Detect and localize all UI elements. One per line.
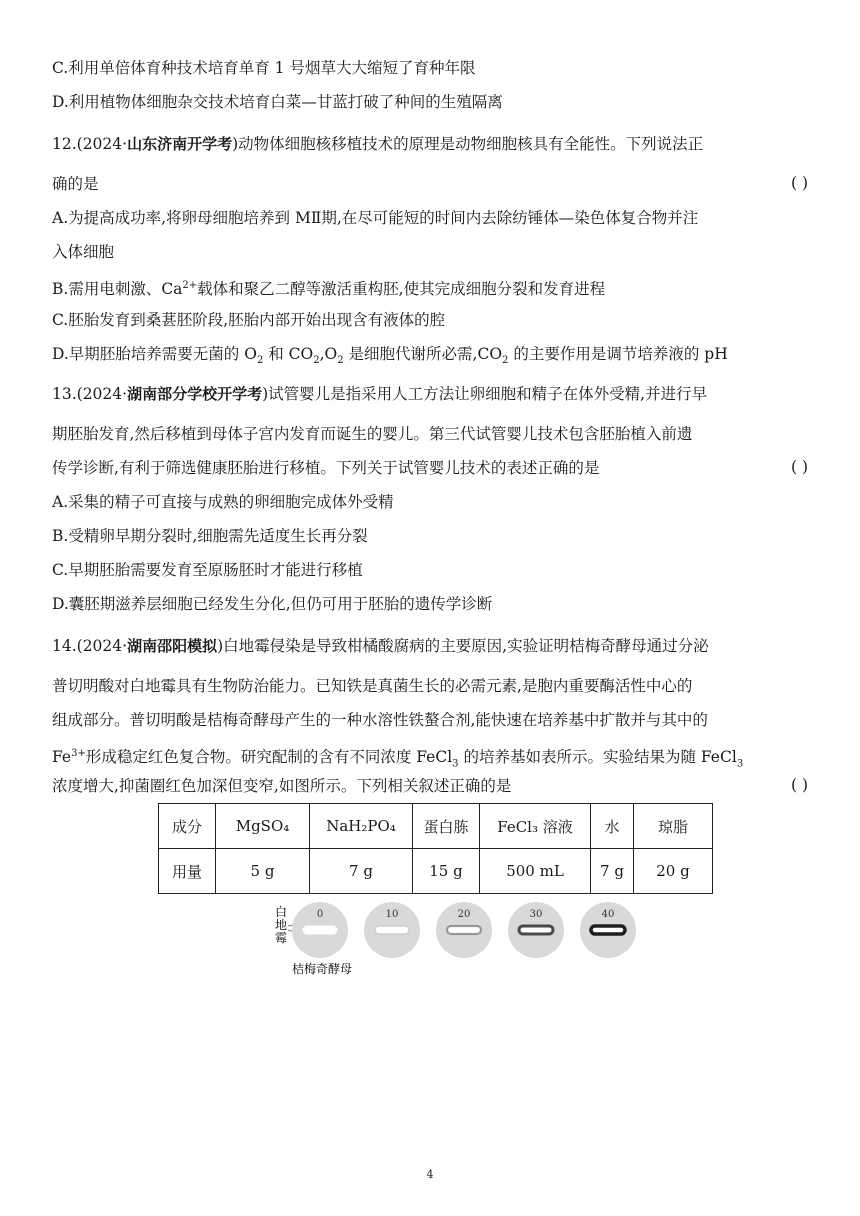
table-cell: 7 g	[591, 849, 634, 894]
q13-stem-text: )试管婴儿是指采用人工方法让卵细胞和精子在体外受精,并进行早	[262, 385, 708, 403]
figure-label-di: 地	[275, 918, 288, 932]
q13-option-c: C.早期胚胎需要发育至原肠胚时才能进行移植	[52, 561, 363, 579]
table-cell: 用量	[159, 849, 216, 894]
concentration-label: 30	[529, 909, 543, 920]
petri-dishes	[292, 902, 636, 958]
q12-option-b: B.需用电刺激、$Ca^{2+}$载体和聚乙二醇等激活重构胚,使其完成细胞分裂和发育进程	[52, 280, 606, 299]
q13-stem-line2: 期胚胎发育,然后移植到母体子宫内发育而诞生的婴儿。第三代试管婴儿技术包含胚胎植入前遗	[52, 425, 693, 443]
q12-option-d: D.早期胚胎培养需要无菌的 $O_2$ 和 $CO_2,O_2$ 是细胞代谢所必需$,CO_2$ 的主要作用是调节培养液的 pH	[52, 345, 728, 367]
q12-option-a: A.为提高成功率,将卵母细胞培养到 MⅡ期,在尽可能短的时间内去除纺锤体—染色体复合物并注	[52, 209, 699, 227]
q13-option-b: B.受精卵早期分裂时,细胞需先适度生长再分裂	[52, 527, 368, 545]
q14-answer-bracket: ( )	[790, 776, 808, 794]
q11-option-d: D.利用植物体细胞杂交技术培育白菜—甘蓝打破了种间的生殖隔离	[52, 93, 503, 111]
q12-option-a-cont: 入体细胞	[52, 243, 115, 261]
q14-stem-line5: 浓度增大,抑菌圈红色加深但变窄,如图所示。下列相关叙述正确的是	[52, 777, 512, 795]
inhibition-zone	[375, 926, 409, 934]
page-number: 4	[426, 1168, 434, 1181]
figure-label-yeast: 桔梅奇酵母	[292, 962, 353, 976]
inhibition-zone	[447, 926, 481, 934]
q13-source: 湖南部分学校开学考	[127, 385, 263, 403]
q13-answer-bracket: ( )	[790, 458, 808, 476]
q12-source: 山东济南开学考	[127, 135, 233, 153]
q14-number: 14.(2024·	[52, 637, 128, 655]
q11-option-c: C.利用单倍体育种技术培育单育 1 号烟草大大缩短了育种年限	[52, 59, 476, 77]
table-cell: MgSO₄	[216, 804, 310, 849]
table-row-components	[159, 804, 713, 849]
inhibition-zone	[591, 926, 625, 934]
table-cell: 成分	[159, 804, 216, 849]
table-cell: NaH₂PO₄	[310, 804, 413, 849]
table-cell: 15 g	[413, 849, 480, 894]
q12-stem-line2: 确的是	[52, 175, 99, 193]
q13-stem-line3: 传学诊断,有利于筛选健康胚胎进行移植。下列关于试管婴儿技术的表述正确的是	[52, 459, 600, 477]
q14-stem-line3: 组成部分。普切明酸是桔梅奇酵母产生的一种水溶性铁螯合剂,能快速在培养基中扩散并与其中的	[52, 711, 708, 729]
q14-stem	[52, 636, 709, 656]
q12-answer-bracket: ( )	[790, 174, 808, 192]
table-cell: 琼脂	[634, 804, 713, 849]
q12-option-c: C.胚胎发育到桑葚胚阶段,胚胎内部开始出现含有液体的腔	[52, 311, 446, 329]
concentration-label: 0	[316, 909, 324, 920]
q14-source: 湖南邵阳模拟	[127, 637, 218, 655]
q12-stem-text: )动物体细胞核移植技术的原理是动物细胞核具有全能性。下列说法正	[232, 135, 704, 153]
inhibition-zone	[519, 926, 553, 934]
table-cell: 5 g	[216, 849, 310, 894]
table-cell: 20 g	[634, 849, 713, 894]
table-cell: 500 mL	[480, 849, 591, 894]
table-cell: 水	[591, 804, 634, 849]
q13-option-d: D.囊胚期滋养层细胞已经发生分化,但仍可用于胚胎的遗传学诊断	[52, 595, 493, 613]
q14-stem-text: )白地霉侵染是导致柑橘酸腐病的主要原因,实验证明桔梅奇酵母通过分泌	[217, 637, 709, 655]
q12-number: 12.(2024·	[52, 135, 128, 153]
q14-stem-line4: $Fe^{3+}$形成稳定红色复合物。研究配制的含有不同浓度 FeCl$_3$ 的培养基如表所示。实验结果为随 FeCl$_3$	[52, 748, 744, 770]
concentration-label: 40	[601, 909, 615, 920]
q13-number: 13.(2024·	[52, 385, 128, 403]
inhibition-zone-figure	[268, 900, 615, 980]
table-cell: FeCl₃ 溶液	[480, 804, 591, 849]
q12-stem	[52, 134, 703, 154]
q13-option-a: A.采集的精子可直接与成熟的卵细胞完成体外受精	[52, 493, 394, 511]
concentration-label: 10	[385, 909, 399, 920]
q13-stem	[52, 384, 707, 404]
q14-stem-line2: 普切明酸对白地霉具有生物防治能力。已知铁是真菌生长的必需元素,是胞内重要酶活性中心的	[52, 677, 693, 695]
concentration-label: 20	[457, 909, 471, 920]
table-cell: 蛋白胨	[413, 804, 480, 849]
table-row-amounts	[159, 849, 713, 894]
table-cell: 7 g	[310, 849, 413, 894]
figure-label-mei: 霉	[275, 931, 288, 945]
inhibition-zone	[303, 926, 337, 934]
medium-composition-table	[158, 803, 713, 894]
figure-label-bai: 白	[275, 905, 288, 919]
